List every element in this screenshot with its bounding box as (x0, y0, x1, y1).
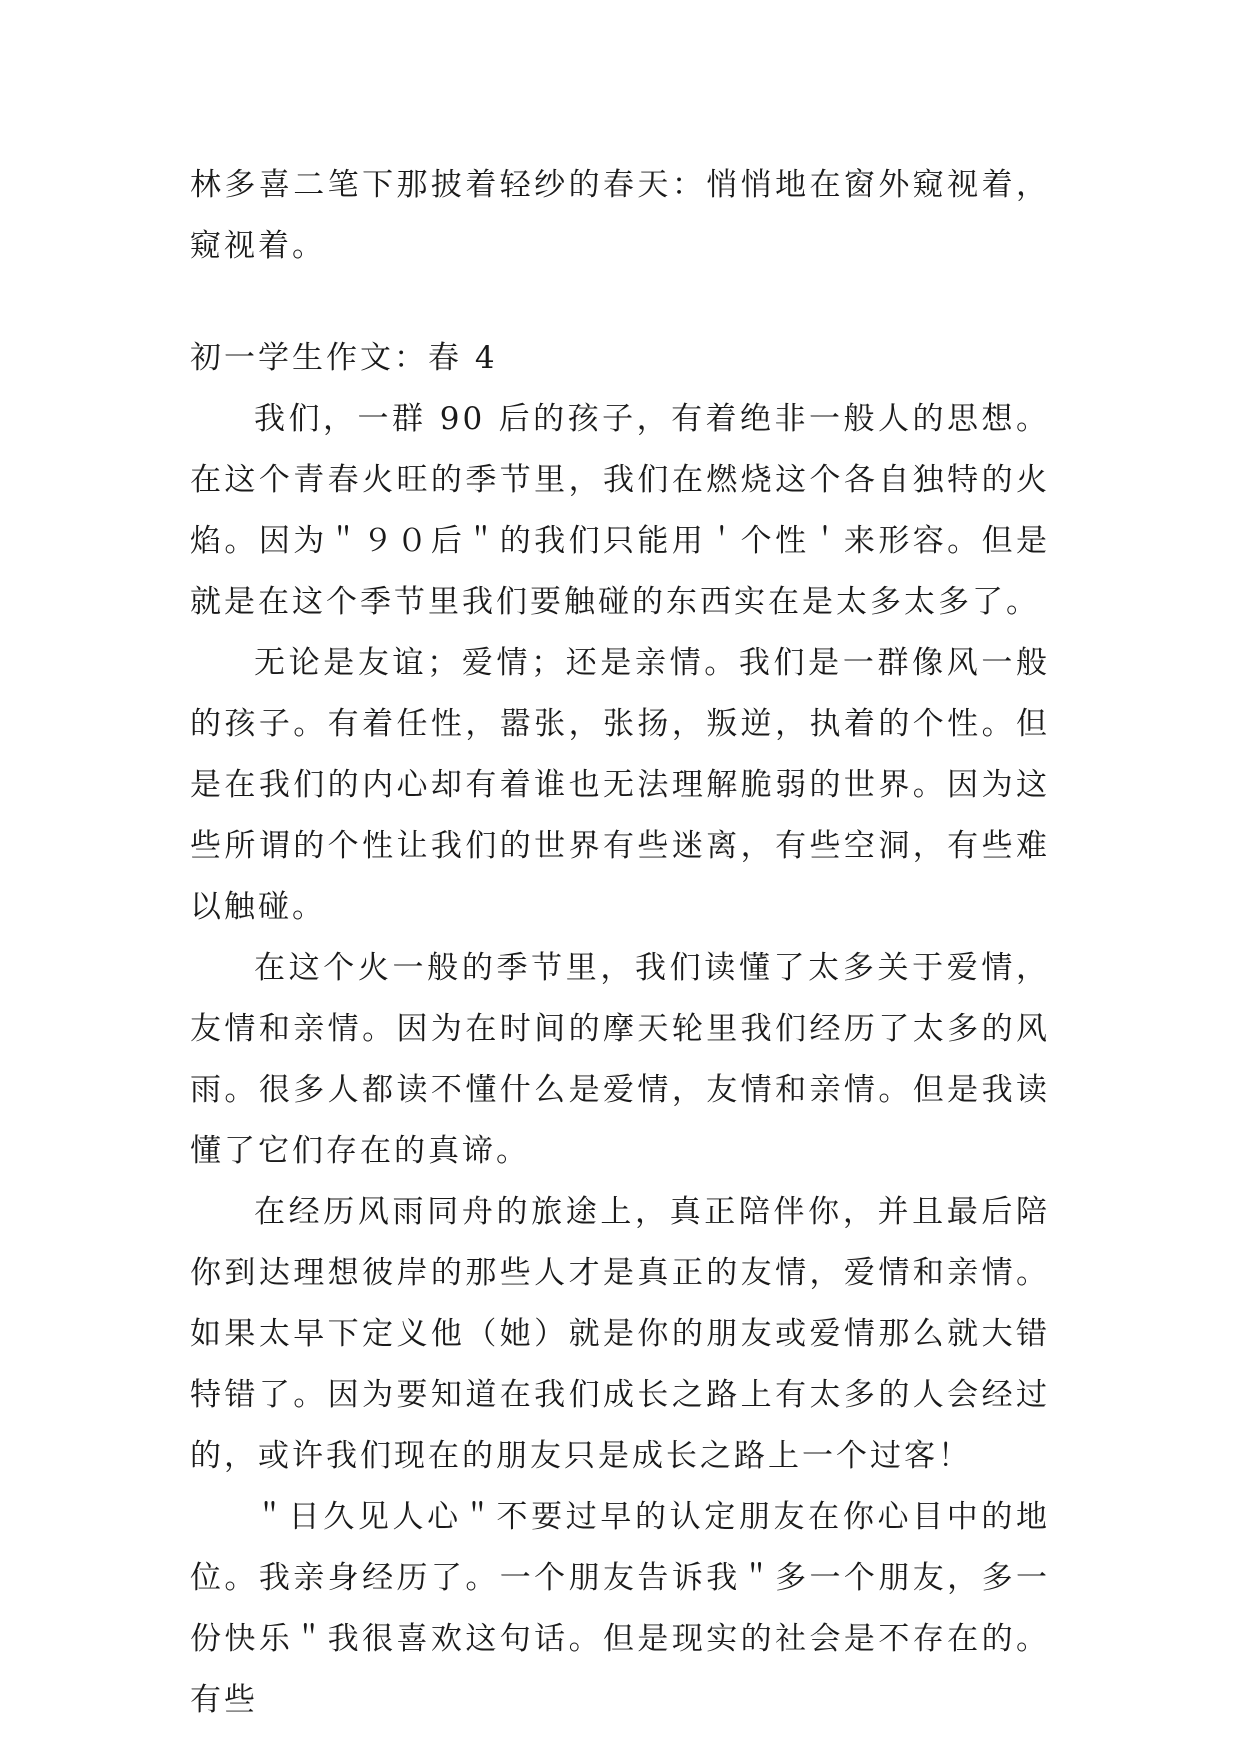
intro-paragraph: 林多喜二笔下那披着轻纱的春天：悄悄地在窗外窥视着，窥视着。 (190, 167, 1050, 264)
paragraph-2: 无论是友谊；爱情；还是亲情。我们是一群像风一般的孩子。有着任性，嚣张，张扬，叛逆，执着的个性。但是在我们的内心却有着谁也无法理解脆弱的世界。因为这些所谓的个性让我们的世界有些迷离，有些空洞，有些难以触碰。 (190, 645, 1050, 925)
intro-section (190, 155, 1050, 277)
paragraph-4: 在经历风雨同舟的旅途上，真正陪伴你，并且最后陪你到达理想彼岸的那些人才是真正的友情，爱情和亲情。如果太早下定义他（她）就是你的朋友或爱情那么就大错特错了。因为要知道在我们成长之路上有太多的人会经过的，或许我们现在的朋友只是成长之路上一个过客！ (190, 1194, 1050, 1474)
paragraph-3: 在这个火一般的季节里，我们读懂了太多关于爱情，友情和亲情。因为在时间的摩天轮里我们经历了太多的风雨。很多人都读不懂什么是爱情，友情和亲情。但是我读懂了它们存在的真谛。 (190, 950, 1050, 1169)
paragraph-1: 我们，一群 90 后的孩子，有着绝非一般人的思想。在这个青春火旺的季节里，我们在燃烧这个各自独特的火焰。因为＂９０后＂的我们只能用＇个性＇来形容。但是就是在这个季节里我们要触碰的东西实在是太多太多了。 (190, 401, 1050, 620)
article-section (190, 328, 1050, 1731)
article-title: 初一学生作文：春 4 (190, 340, 498, 376)
paragraph-5: ＂日久见人心＂不要过早的认定朋友在你心目中的地位。我亲身经历了。一个朋友告诉我＂多一个朋友，多一份快乐＂我很喜欢这句话。但是现实的社会是不存在的。有些 (190, 1499, 1050, 1718)
